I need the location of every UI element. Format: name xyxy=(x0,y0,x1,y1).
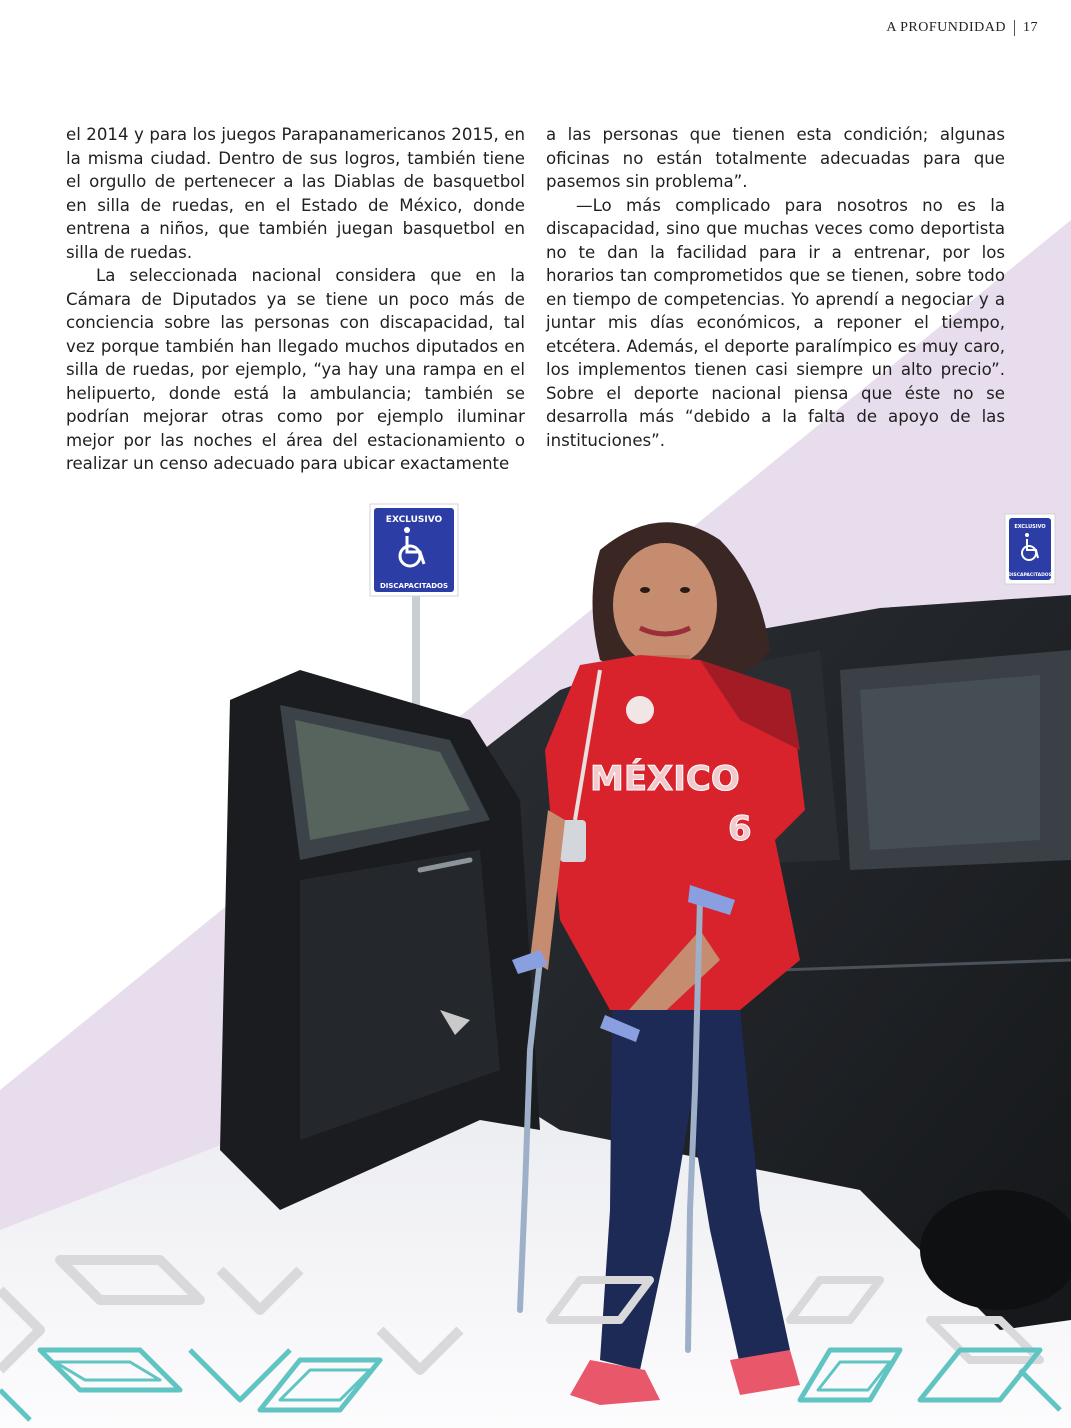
sign-top-text: EXCLUSIVO xyxy=(1014,524,1046,530)
paragraph: a las personas que tienen esta condición; algunas oficinas no están totalmente adecuadas para que pasemos sin problema”. xyxy=(546,125,1005,191)
decorative-geometric-pattern xyxy=(0,1240,1071,1428)
paragraph: el 2014 y para los juegos Parapanamericanos 2015, en la misma ciudad. Dentro de sus logros, también tiene el orgullo de pertenecer a las Diablas de basquetbol en silla de ruedas, en el Estado de México, donde entrena a niños, que también juegan basquetbol en silla de ruedas. xyxy=(66,125,525,262)
jersey-number: 6 xyxy=(728,809,752,849)
paragraph: —Lo más complicado para nosotros no es la discapacidad, sino que muchas veces como deportista no te dan la facilidad para ir a entrenar, por los horarios tan comprometidos que se tienen, sobre todo en tiempo de competencias. Yo aprendí a negociar y a juntar mis días económicos, a reponer el tiempo, etcétera. Además, el deporte paralímpico es muy caro, los implementos tienen casi siempre un alto precio”. Sobre el deporte nacional piensa que éste no se desarrolla más “debido a la falta de apoyo de las instituciones”. xyxy=(546,195,1005,450)
jersey-text: MÉXICO xyxy=(590,759,740,799)
page-header xyxy=(886,20,1038,36)
page-number: 17 xyxy=(1023,20,1038,35)
header-divider xyxy=(1014,20,1015,36)
sign-bottom-text: DISCAPACITADOS xyxy=(1008,573,1052,578)
disabled-parking-sign-left xyxy=(370,504,458,596)
sign-bottom-text: DISCAPACITADOS xyxy=(379,582,449,590)
article-column-right xyxy=(546,123,1005,452)
article-column-left xyxy=(66,123,525,476)
section-title: A PROFUNDIDAD xyxy=(886,20,1006,35)
sign-top-text: EXCLUSIVO xyxy=(385,515,443,525)
disabled-parking-sign-right xyxy=(1005,514,1055,584)
paragraph: La seleccionada nacional considera que en la Cámara de Diputados ya se tiene un poco más de conciencia sobre las personas con discapacidad, tal vez porque también han llegado muchos diputados en silla de ruedas, por ejemplo, “ya hay una rampa en el helipuerto, donde está la ambulancia; también se podrían mejorar otras como por ejemplo iluminar mejor por las noches el área del estacionamiento o realizar un censo adecuado para ubicar exactamente xyxy=(66,266,525,473)
